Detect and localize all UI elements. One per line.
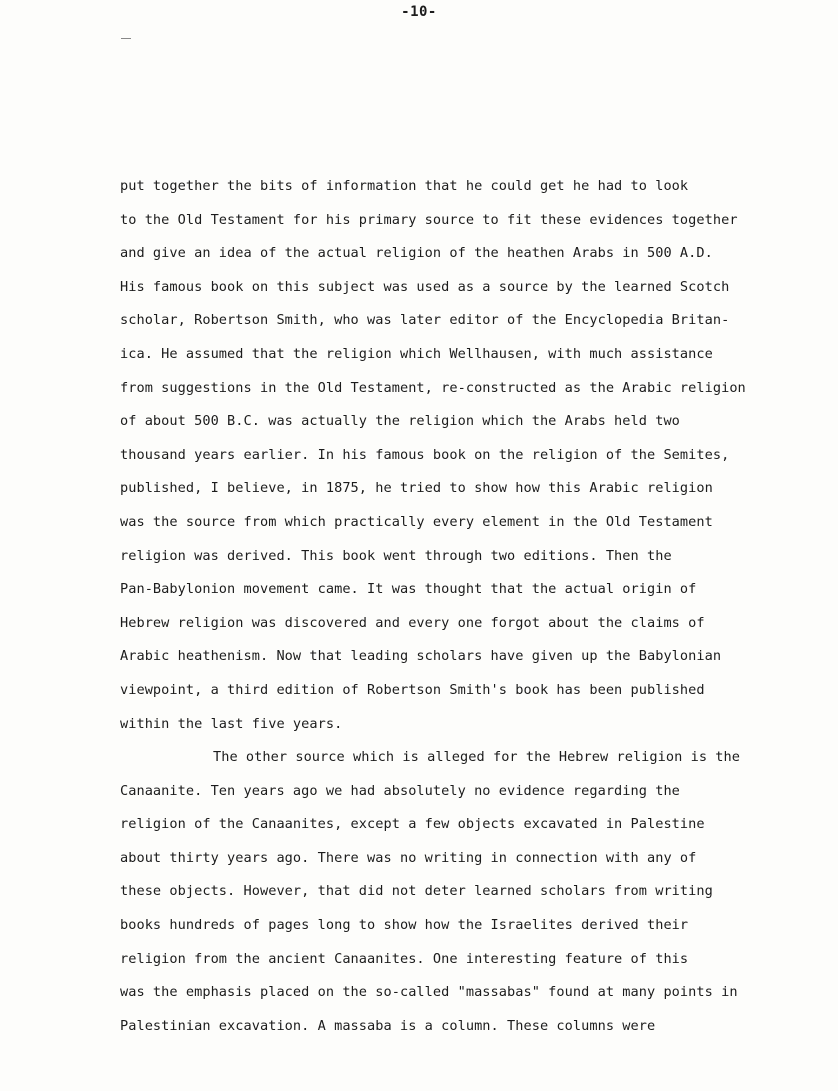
text-line: to the Old Testament for his primary source to fit these evidences together — [120, 211, 738, 228]
text-line: thousand years earlier. In his famous book on the religion of the Semites, — [120, 446, 730, 463]
text-line: these objects. However, that did not deter learned scholars from writing — [120, 883, 713, 900]
stray-mark — [121, 38, 131, 39]
text-line: of about 500 B.C. was actually the religion which the Arabs held two — [120, 413, 680, 430]
text-line: books hundreds of pages long to show how the Israelites derived their — [120, 917, 689, 934]
text-line: scholar, Robertson Smith, who was later editor of the Encyclopedia Britan- — [120, 312, 730, 329]
text-line: ica. He assumed that the religion which Wellhausen, with much assistance — [120, 345, 713, 362]
text-line: The other source which is alleged for the Hebrew religion is the — [213, 749, 740, 766]
text-line: Canaanite. Ten years ago we had absolutely no evidence regarding the — [120, 782, 680, 799]
text-line: religion was derived. This book went through two editions. Then the — [120, 547, 672, 564]
text-line: put together the bits of information that he could get he had to look — [120, 178, 689, 194]
text-line: viewpoint, a third edition of Robertson Smith's book has been published — [120, 681, 705, 698]
text-line: about thirty years ago. There was no writing in connection with any of — [120, 849, 697, 866]
page-number: -10- — [401, 4, 437, 20]
text-line: within the last five years. — [120, 715, 343, 732]
text-line: Palestinian excavation. A massaba is a column. These columns were — [120, 1017, 656, 1034]
text-line: religion from the ancient Canaanites. One interesting feature of this — [120, 950, 689, 967]
text-line: religion of the Canaanites, except a few objects excavated in Palestine — [120, 816, 705, 833]
text-line: was the source from which practically every element in the Old Testament — [120, 513, 713, 530]
text-line: Hebrew religion was discovered and every one forgot about the claims of — [120, 614, 705, 631]
body-text — [120, 170, 820, 1043]
text-line: and give an idea of the actual religion of the heathen Arabs in 500 A.D. — [120, 245, 713, 262]
text-line: Arabic heathenism. Now that leading scholars have given up the Babylonian — [120, 648, 722, 665]
text-line: His famous book on this subject was used as a source by the learned Scotch — [120, 278, 730, 295]
text-line: published, I believe, in 1875, he tried to show how this Arabic religion — [120, 480, 713, 497]
text-line: from suggestions in the Old Testament, re-constructed as the Arabic religion — [120, 379, 746, 396]
text-line: was the emphasis placed on the so-called "massabas" found at many points in — [120, 984, 738, 1001]
text-line: Pan-Babylonion movement came. It was thought that the actual origin of — [120, 581, 697, 598]
